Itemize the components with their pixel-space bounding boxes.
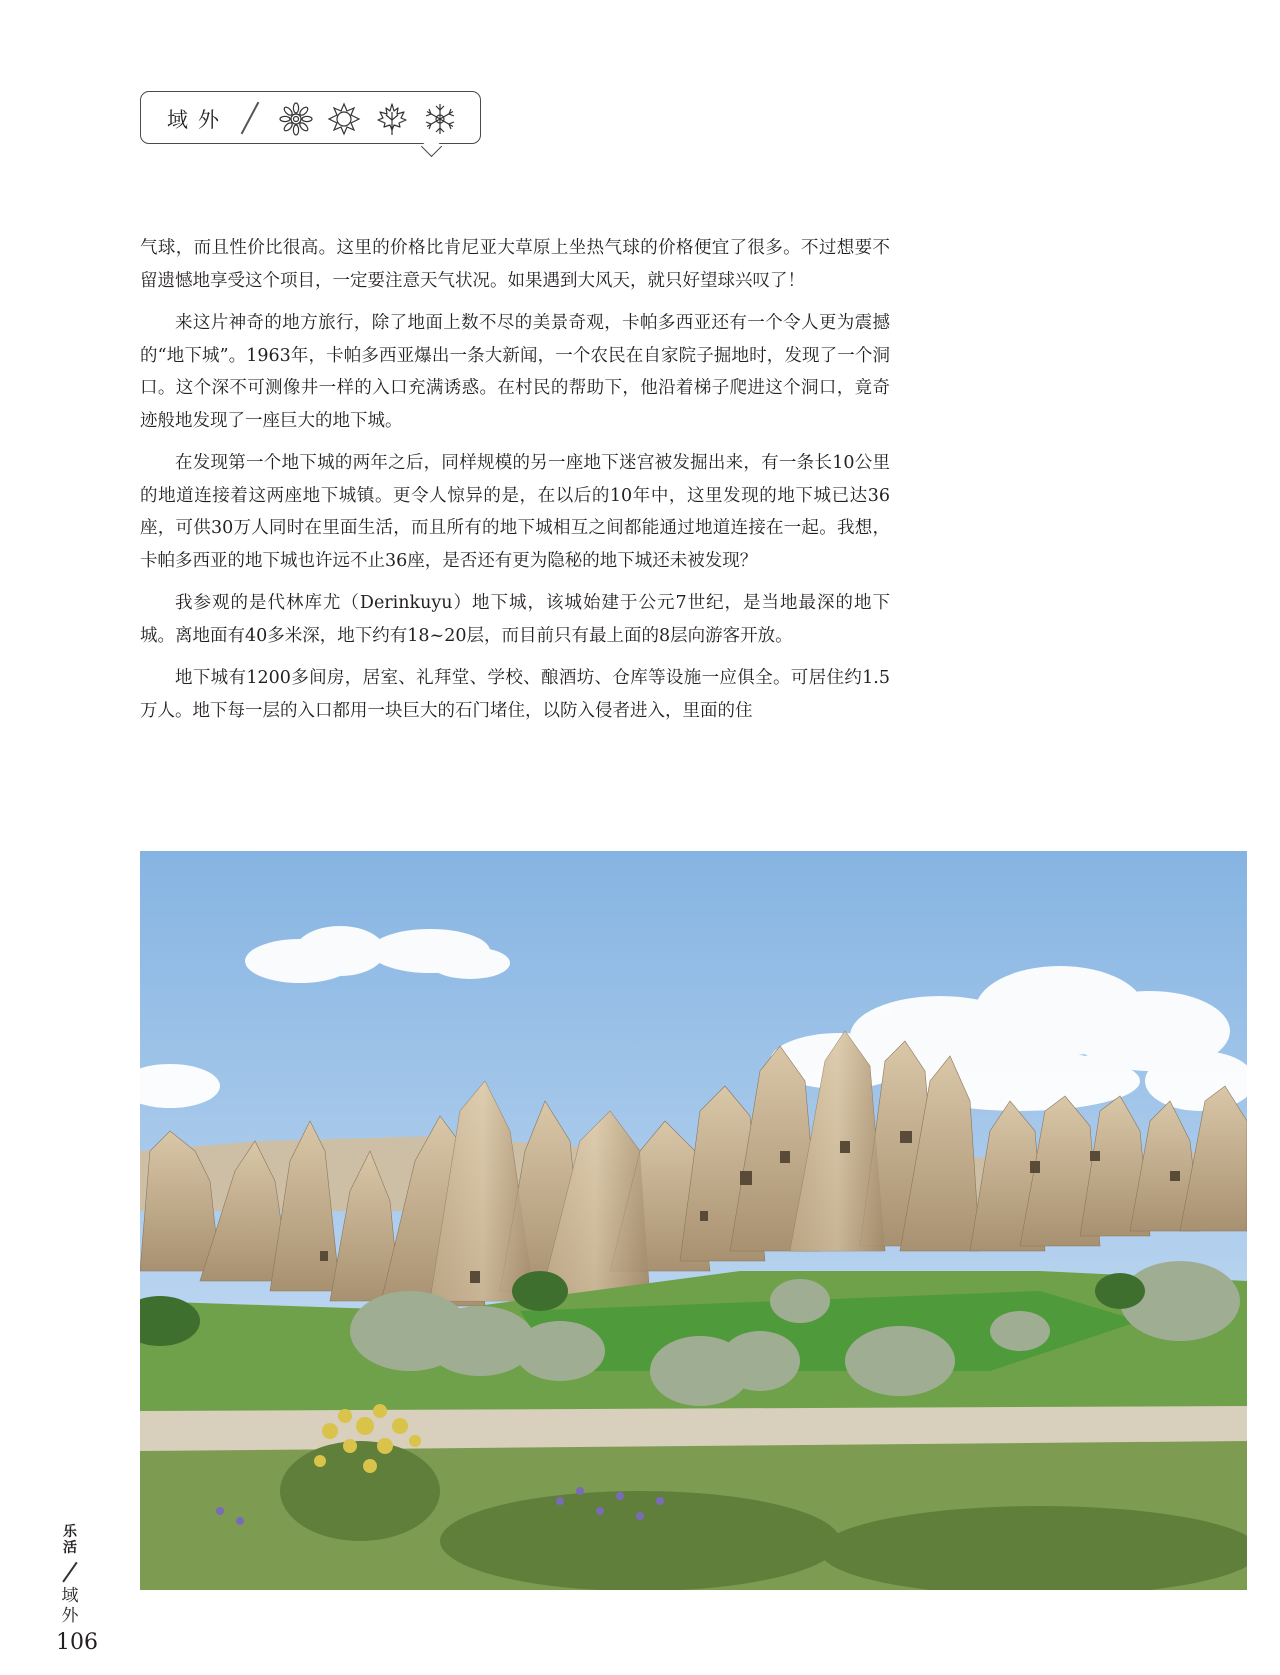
magazine-char: 活 — [63, 1540, 77, 1556]
season-icons — [279, 102, 457, 136]
sunflower-icon — [279, 102, 313, 136]
side-divider — [62, 1562, 77, 1583]
section-char: 外 — [61, 1606, 79, 1626]
paragraph: 在发现第一个地下城的两年之后，同样规模的另一座地下迷宫被发掘出来，有一条长10公里的地道连接着这两座地下城镇。更令人惊异的是，在以后的10年中，这里发现的地下城已达36座，可供30万人同时在里面生活，而且所有的地下城相互之间都能通过地道连接在一起。我想，卡帕多西亚的地下城也许远不止36座，是否还有更为隐秘的地下城还未被发现？ — [140, 453, 890, 571]
paragraph: 地下城有1200多间房，居室、礼拜堂、学校、酿酒坊、仓库等设施一应俱全。可居住约1.5万人。地下每一层的入口都用一块巨大的石门堵住，以防入侵者进入，里面的住 — [140, 668, 890, 721]
cappadocia-landscape-photo — [140, 851, 1247, 1590]
page-number: 106 — [56, 1630, 98, 1655]
sun-icon — [327, 102, 361, 136]
magazine-char: 乐 — [63, 1524, 77, 1540]
section-name-vertical — [56, 1586, 84, 1626]
paragraph: 来这片神奇的地方旅行，除了地面上数不尽的美景奇观，卡帕多西亚还有一个令人更为震撼的“地下城”。1963年，卡帕多西亚爆出一条大新闻，一个农民在自家院子掘地时，发现了一个洞口。这个深不可测像井一样的入口充满诱惑。在村民的帮助下，他沿着梯子爬进这个洞口，竟奇迹般地发现了一座巨大的地下城。 — [140, 313, 890, 431]
magazine-name — [56, 1524, 84, 1556]
article-body — [140, 232, 890, 737]
paragraph: 气球，而且性价比很高。这里的价格比肯尼亚大草原上坐热气球的价格便宜了很多。不过想要不留遗憾地享受这个项目，一定要注意天气状况。如果遇到大风天，就只好望球兴叹了！ — [140, 238, 890, 291]
paragraph: 我参观的是代林库尤（Derinkuyu）地下城，该城始建于公元7世纪，是当地最深的地下城。离地面有40多米深，地下约有18~20层，而目前只有最上面的8层向游客开放。 — [140, 593, 890, 646]
header-divider — [241, 102, 260, 135]
maple-leaf-icon — [375, 102, 409, 136]
section-title: 域外 — [167, 108, 229, 132]
section-char: 域 — [61, 1586, 79, 1606]
snowflake-icon — [423, 102, 457, 136]
